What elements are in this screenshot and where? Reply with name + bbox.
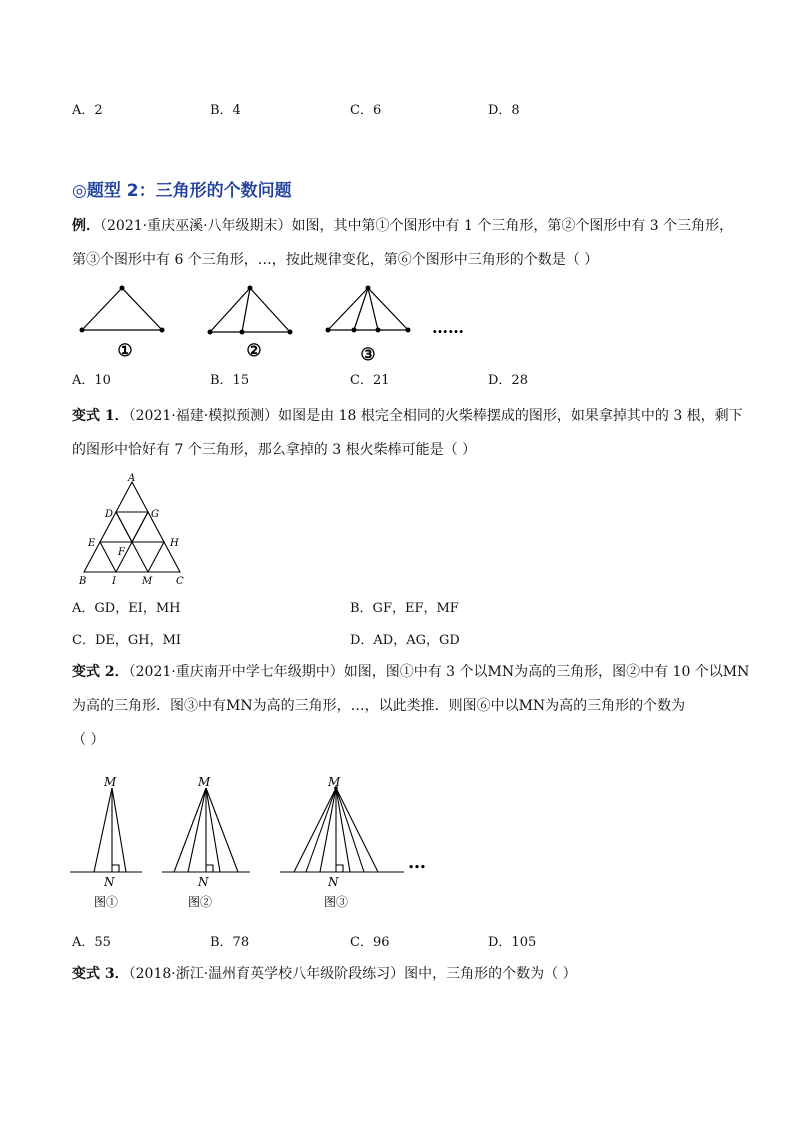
point-b: B — [79, 576, 87, 587]
example-option-c[interactable]: C．21 — [350, 373, 390, 388]
variant2-line-3: （ ） — [72, 732, 105, 748]
fig2-n-label: N — [198, 875, 209, 889]
example-option-b[interactable]: B．15 — [210, 373, 250, 388]
option-c[interactable]: C．6 — [350, 103, 382, 118]
variant3-lead: 变式 3． — [72, 966, 129, 982]
variant1-option-c[interactable]: C．DE，GH，MI — [72, 633, 182, 648]
figure-label-2: ② — [246, 341, 262, 361]
variant1-text-1: （2021·福建·模拟预测）如图是由 18 根完全相同的火柴棒摆成的图形，如果拿掉其中的 3 根，剩下 — [128, 408, 743, 424]
height-figures — [70, 774, 490, 914]
fig3-m-label: M — [328, 775, 341, 789]
point-g: G — [151, 509, 159, 520]
point-i: I — [112, 576, 116, 587]
fig1-n-label: N — [104, 875, 115, 889]
figure-label-3: ③ — [360, 345, 376, 365]
caption-fig1: 图① — [94, 895, 119, 909]
example-line-2: 第③个图形中有 6 个三角形，…，按此规律变化，第⑥个图形中三角形的个数是（ ） — [72, 252, 599, 268]
variant1-option-d[interactable]: D．AD，AG，GD — [350, 633, 460, 648]
variant2-line-2: 为高的三角形．图③中有MN为高的三角形，…，以此类推．则图⑥中以MN为高的三角形的个数为 — [72, 698, 686, 714]
section-title: 题型 2：三角形的个数问题 — [86, 181, 292, 201]
point-c: C — [176, 576, 184, 587]
matchstick-figure — [76, 472, 196, 592]
example-ellipsis: …… — [432, 318, 464, 337]
fig2-m-label: M — [198, 775, 211, 789]
point-f: F — [118, 547, 125, 558]
option-a[interactable]: A．2 — [72, 103, 103, 118]
example-option-a[interactable]: A．10 — [72, 373, 111, 388]
point-a: A — [128, 473, 136, 484]
variant1-option-a[interactable]: A．GD，EI，MH — [72, 601, 181, 616]
variant2-line-1 — [72, 662, 749, 682]
fig3-n-label: N — [328, 875, 339, 889]
figure-label-1: ① — [117, 341, 133, 361]
variant2-text-1: （2021·重庆南开中学七年级期中）如图，图①中有 3 个以MN为高的三角形，图②中有 10 个以MN — [128, 664, 750, 680]
point-m: M — [142, 576, 153, 587]
variant1-line-1 — [72, 406, 743, 426]
variant1-line-2: 的图形中恰好有 7 个三角形，那么拿掉的 3 根火柴棒可能是（ ） — [72, 442, 477, 458]
example-text-1: （2021·重庆巫溪·八年级期末）如图，其中第①个图形中有 1 个三角形，第②个图形中有 3 个三角形， — [100, 218, 734, 234]
variant1-option-b[interactable]: B．GF，EF，MF — [350, 601, 459, 616]
figure-1-points — [80, 286, 165, 333]
option-d[interactable]: D．8 — [488, 103, 520, 118]
point-e: E — [88, 538, 96, 549]
point-d: D — [105, 509, 114, 520]
option-b[interactable]: B．4 — [210, 103, 241, 118]
caption-fig2: 图② — [188, 895, 213, 909]
variant2-option-b[interactable]: B．78 — [210, 935, 250, 950]
section-marker-icon: ◎ — [72, 181, 87, 201]
example-line-1 — [72, 216, 733, 236]
figure-1 — [82, 288, 162, 330]
variant1-lead: 变式 1． — [72, 408, 129, 424]
figure-3 — [328, 288, 408, 330]
variant2-lead: 变式 2． — [72, 664, 129, 680]
point-h: H — [170, 538, 179, 549]
example-lead: 例． — [72, 218, 100, 234]
figure-2 — [210, 288, 290, 332]
variant3-text-1: （2018·浙江·温州育英学校八年级阶段练习）图中，三角形的个数为（ ） — [128, 966, 577, 982]
variant2-ellipsis: … — [408, 852, 426, 873]
example-figures — [70, 280, 510, 370]
example-option-d[interactable]: D．28 — [488, 373, 528, 388]
variant3-line-1 — [72, 964, 577, 984]
variant2-option-a[interactable]: A．55 — [72, 935, 111, 950]
variant2-option-c[interactable]: C．96 — [350, 935, 390, 950]
variant2-option-d[interactable]: D．105 — [488, 935, 537, 950]
caption-fig3: 图③ — [324, 895, 349, 909]
section-heading — [72, 176, 292, 201]
fig1-m-label: M — [104, 775, 117, 789]
